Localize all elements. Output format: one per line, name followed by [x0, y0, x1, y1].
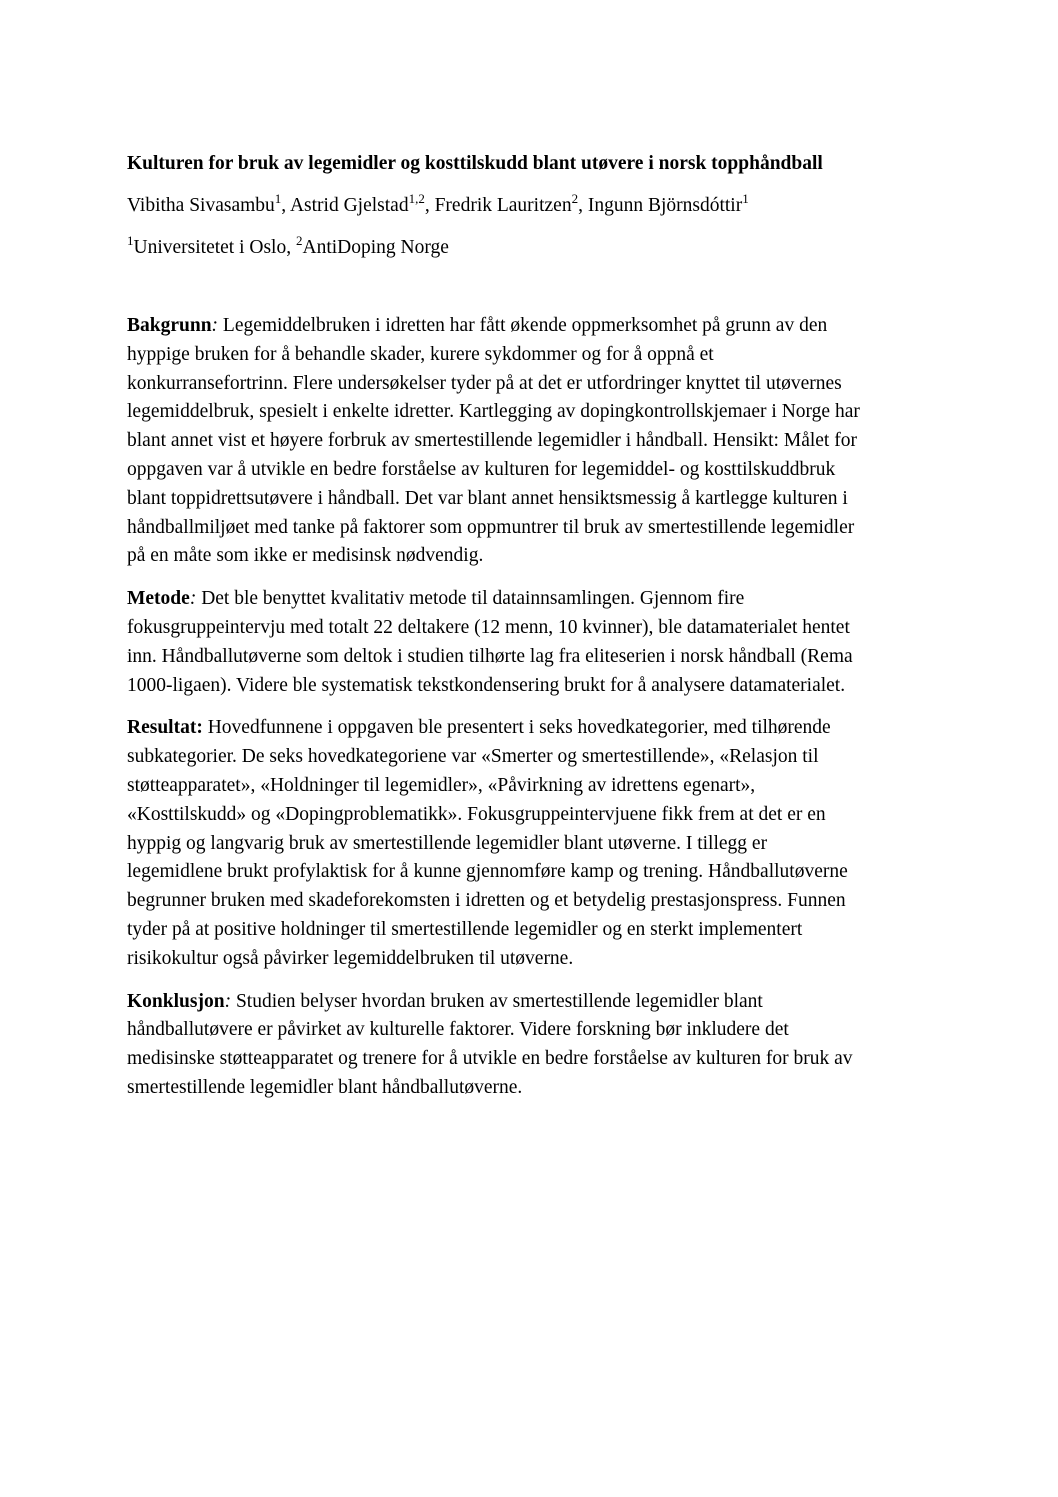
- text-line: støtteapparatet», «Holdninger til legemidler», «Påvirkning av idrettens egenart»,: [127, 774, 756, 796]
- text-line: risikokultur også påvirker legemiddelbruken til utøverne.: [127, 947, 574, 969]
- text-line: på en måte som ikke er medisinsk nødvendig.: [127, 545, 484, 567]
- section-bakgrunn: [127, 312, 927, 571]
- heading-colon: :: [224, 990, 232, 1012]
- author-affiliation-mark: 1: [742, 190, 749, 206]
- affiliation-name: AntiDoping Norge: [302, 237, 449, 258]
- text-segment: Studien belyser hvordan bruken av smertestillende legemidler blant: [231, 990, 763, 1012]
- text-line: smertestillende legemidler blant håndballutøverne.: [127, 1076, 523, 1098]
- affiliation-name: Universitetet i Oslo: [133, 237, 287, 258]
- text-line: «Kosttilskudd» og «Dopingproblematikk». Fokusgruppeintervjuene fikk frem at det er en: [127, 803, 826, 825]
- text-segment: Hovedfunnene i oppgaven ble presentert i seks hovedkategorier, med tilhørende: [202, 717, 831, 739]
- paper-title: Kulturen for bruk av legemidler og kosttilskudd blant utøvere i norsk topphåndball: [127, 153, 823, 174]
- text-line: fokusgruppeintervju med totalt 22 deltakere (12 menn, 10 kvinner), ble datamaterialet hentet: [127, 616, 850, 638]
- text-line: blant toppidrettsutøvere i håndball. Det var blant annet hensiktsmessig å kartlegge kulturen i: [127, 487, 848, 509]
- author-name: Ingunn Björnsdóttir: [587, 195, 743, 216]
- heading-colon: :: [211, 315, 219, 336]
- text-line: subkategorier. De seks hovedkategoriene var «Smerter og smertestillende», «Relasjon til: [127, 746, 819, 768]
- affiliation-separator: ,: [286, 237, 296, 258]
- author-name: Vibitha Sivasambu: [127, 195, 275, 216]
- section-konklusjon: [127, 988, 927, 1103]
- affiliation-list: [127, 234, 927, 262]
- text-line: [127, 714, 927, 743]
- text-line: konkurransefortrinn. Flere undersøkelser tyder på at det er utfordringer knyttet til utøvernes: [127, 372, 842, 394]
- author-affiliation-mark: 1,2: [408, 190, 425, 206]
- text-line: 1000-ligaen). Videre ble systematisk tekstkondensering brukt for å analysere datamaterialet.: [127, 674, 846, 696]
- text-line: [127, 988, 927, 1017]
- author-affiliation-mark: 1: [274, 190, 282, 206]
- author-list: [127, 192, 927, 220]
- section-heading: Resultat:: [127, 717, 203, 739]
- section-heading: Bakgrunn: [127, 315, 212, 336]
- text-line: hyppige bruken for å behandle skader, kurere sykdommer og for å oppnå et: [127, 343, 714, 365]
- text-line: inn. Håndballutøverne som deltok i studien tilhørte lag fra eliteserien i norsk håndball (Rema: [127, 645, 853, 667]
- text-line: oppgaven var å utvikle en bedre forståelse av kulturen for legemiddel- og kosttilskuddbruk: [127, 458, 836, 480]
- document-page: [127, 150, 927, 1103]
- text-line: [127, 312, 927, 341]
- text-line: tyder på at positive holdninger til smertestillende legemidler og en sterkt implementert: [127, 918, 803, 940]
- author-name: Astrid Gjelstad: [289, 195, 409, 216]
- affiliation-mark: 2: [295, 232, 303, 248]
- section-heading: Konklusjon: [127, 990, 225, 1012]
- section-metode: [127, 585, 927, 700]
- text-line: medisinske støtteapparatet og trenere for å utvikle en bedre forståelse av kulturen for bruk av: [127, 1048, 853, 1070]
- text-segment: Det ble benyttet kvalitativ metode til datainnsamlingen. Gjennom fire: [196, 588, 745, 610]
- text-line: blant annet vist et høyere forbruk av smertestillende legemidler i håndball. Hensikt: Målet for: [127, 430, 857, 452]
- text-line: håndballmiljøet med tanke på faktorer som oppmuntrer til bruk av smertestillende legemidler: [127, 516, 855, 538]
- section-resultat: [127, 714, 927, 973]
- text-line: legemiddelbruk, spesielt i enkelte idretter. Kartlegging av dopingkontrollskjemaer i Norge har: [127, 401, 860, 423]
- affiliation-mark: 1: [127, 232, 134, 248]
- section-heading: Metode: [127, 588, 190, 610]
- text-line: begrunner bruken med skadeforekomsten i idretten og et betydelig prestasjonspress. Funnen: [127, 890, 846, 912]
- heading-colon: :: [189, 588, 197, 610]
- text-line: legemidlene brukt profylaktisk for å kunne gjennomføre kamp og trening. Håndballutøverne: [127, 861, 848, 883]
- author-separator: ,: [281, 195, 290, 216]
- text-line: [127, 585, 927, 614]
- author-separator: ,: [424, 195, 435, 216]
- author-name: Fredrik Lauritzen: [434, 195, 572, 216]
- text-line: hyppig og langvarig bruk av smertestillende legemidler blant utøverne. I tillegg er: [127, 832, 768, 854]
- text-line: håndballutøvere er påvirket av kulturelle faktorer. Videre forskning bør inkludere det: [127, 1019, 789, 1041]
- text-segment: Legemiddelbruken i idretten har fått økende oppmerksomhet på grunn av den: [218, 315, 828, 336]
- author-affiliation-mark: 2: [571, 190, 579, 206]
- author-separator: ,: [578, 195, 588, 216]
